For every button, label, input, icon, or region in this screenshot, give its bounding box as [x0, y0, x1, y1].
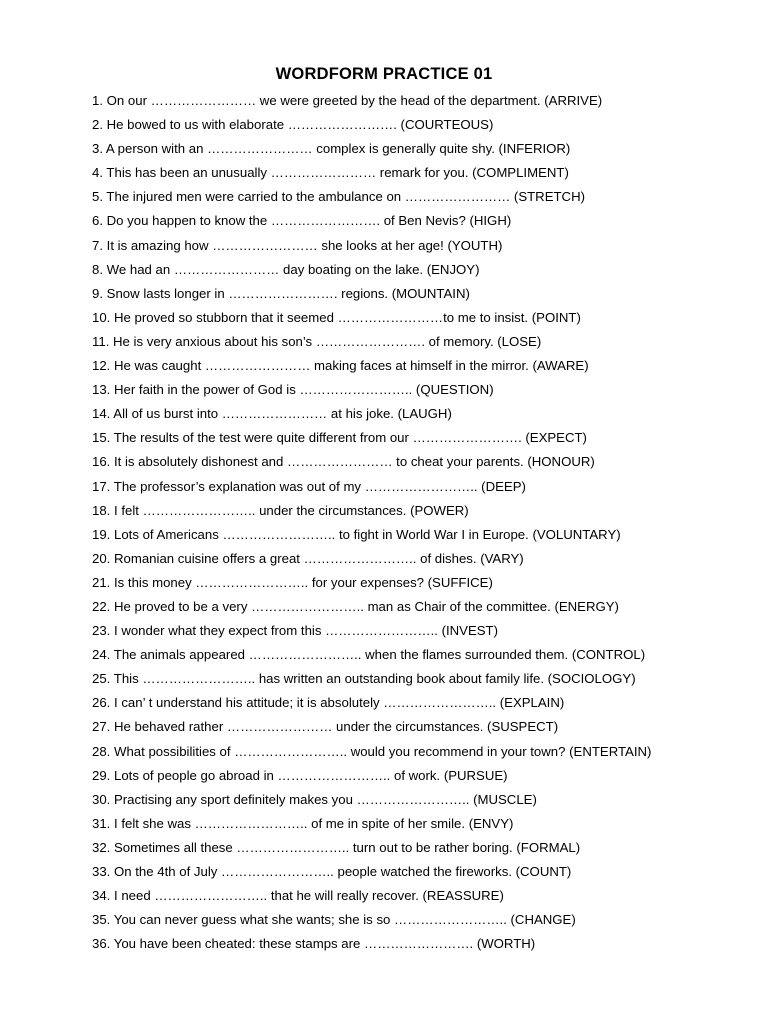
exercise-item: 25. This …………………….. has written an outstanding book about family life. (SOCIOLOGY) [92, 671, 636, 687]
exercise-item: 22. He proved to be a very …………………….. man as Chair of the committee. (ENERGY) [92, 598, 619, 614]
exercise-item: 12. He was caught …………………… making faces at himself in the mirror. (AWARE) [92, 358, 589, 374]
exercise-item: 20. Romanian cuisine offers a great …………………….. of dishes. (VARY) [92, 550, 524, 566]
exercise-item: 24. The animals appeared …………………….. when the flames surrounded them. (CONTROL) [92, 647, 646, 663]
exercise-item: 2. He bowed to us with elaborate ……………………. (COURTEOUS) [92, 117, 494, 133]
exercise-item: 5. The injured men were carried to the ambulance on …………………… (STRETCH) [92, 189, 585, 205]
exercise-item: 31. I felt she was …………………….. of me in spite of her smile. (ENVY) [92, 815, 514, 831]
page-title: WORDFORM PRACTICE 01 [275, 65, 493, 83]
exercise-item: 33. On the 4th of July …………………….. people watched the fireworks. (COUNT) [92, 864, 572, 879]
exercise-item: 23. I wonder what they expect from this …………………….. (INVEST) [92, 623, 498, 639]
exercise-item: 21. Is this money …………………….. for your expenses? (SUFFICE) [92, 574, 493, 590]
exercise-item: 30. Practising any sport definitely makes you …………………….. (MUSCLE) [92, 791, 537, 807]
exercise-item: 1. On our …………………… we were greeted by the head of the department. (ARRIVE) [92, 93, 603, 108]
exercise-item: 29. Lots of people go abroad in …………………….. of work. (PURSUE) [92, 767, 508, 783]
exercise-item: 14. All of us burst into …………………… at his joke. (LAUGH) [92, 406, 452, 422]
exercise-item: 9. Snow lasts longer in ……………………. regions. (MOUNTAIN) [92, 285, 470, 301]
exercise-item: 3. A person with an …………………… complex is generally quite shy. (INFERIOR) [92, 141, 571, 157]
exercise-item: 15. The results of the test were quite different from our ……………………. (EXPECT) [92, 430, 587, 446]
exercise-item: 36. You have been cheated: these stamps are ……………………. (WORTH) [92, 936, 536, 952]
exercise-item: 35. You can never guess what she wants; she is so …………………….. (CHANGE) [92, 912, 576, 928]
exercise-item: 16. It is absolutely dishonest and …………………… to cheat your parents. (HONOUR) [92, 454, 595, 470]
exercise-item: 4. This has been an unusually …………………… remark for you. (COMPLIMENT) [92, 165, 569, 181]
exercise-item: 13. Her faith in the power of God is …………………….. (QUESTION) [92, 382, 494, 398]
exercise-item: 18. I felt …………………….. under the circumstances. (POWER) [92, 502, 469, 518]
exercise-item: 26. I can’ t understand his attitude; it is absolutely …………………….. (EXPLAIN) [92, 695, 565, 711]
exercise-item: 11. He is very anxious about his son’s ……………………. of memory. (LOSE) [92, 333, 542, 349]
exercise-item: 7. It is amazing how …………………… she looks at her age! (YOUTH) [92, 237, 503, 253]
exercise-item: 28. What possibilities of …………………….. would you recommend in your town? (ENTERTAIN) [92, 743, 652, 759]
exercise-item: 8. We had an …………………… day boating on the lake. (ENJOY) [92, 261, 480, 277]
exercise-item: 10. He proved so stubborn that it seemed ……………………to me to insist. (POINT) [92, 309, 581, 325]
exercise-item: 17. The professor’s explanation was out of my …………………….. (DEEP) [92, 478, 526, 494]
exercise-item: 27. He behaved rather …………………… under the circumstances. (SUSPECT) [92, 719, 559, 735]
exercise-item: 34. I need …………………….. that he will really recover. (REASSURE) [92, 888, 504, 904]
exercise-item: 19. Lots of Americans …………………….. to fight in World War I in Europe. (VOLUNTARY) [92, 526, 621, 542]
exercise-list [92, 89, 752, 956]
exercise-item: 32. Sometimes all these …………………….. turn out to be rather boring. (FORMAL) [92, 839, 581, 855]
exercise-item: 6. Do you happen to know the ……………………. of Ben Nevis? (HIGH) [92, 213, 512, 229]
